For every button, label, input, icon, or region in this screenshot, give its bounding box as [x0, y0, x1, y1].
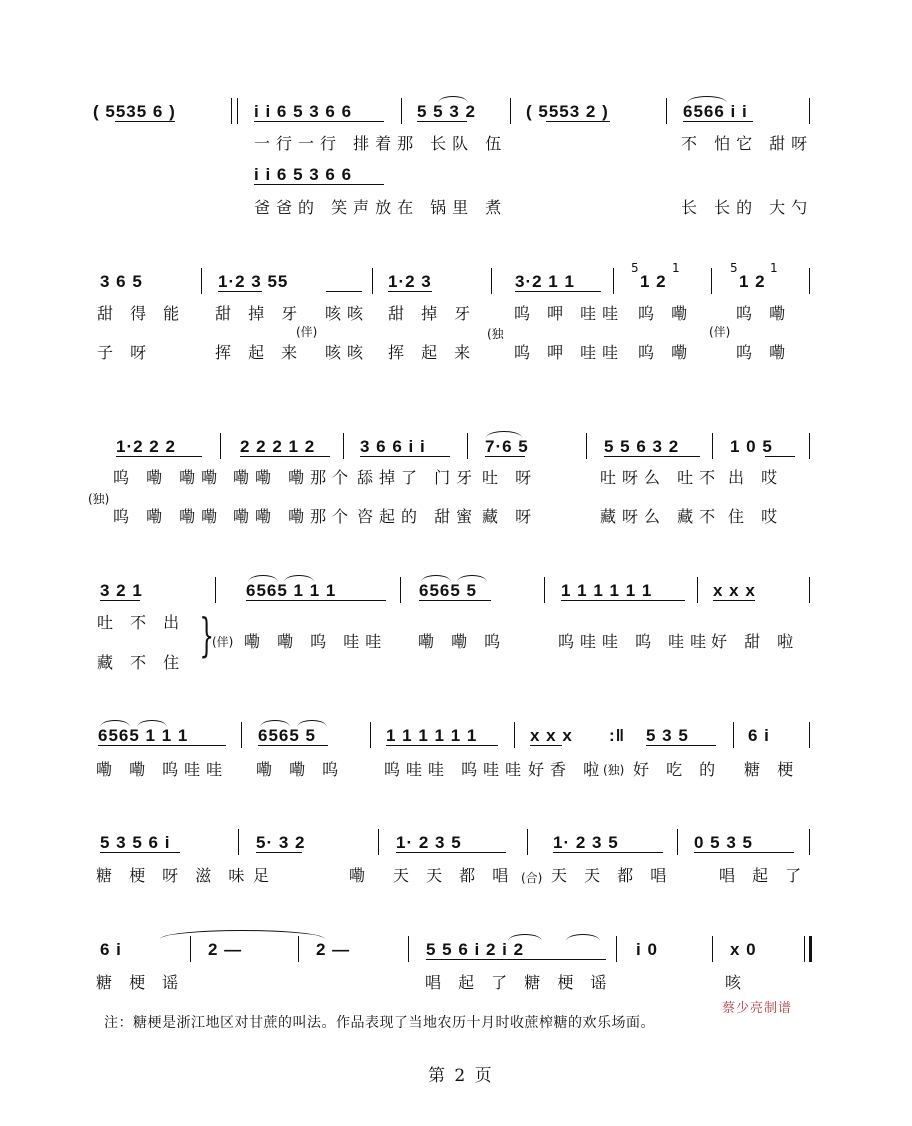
lyric-line: 好香 啦	[528, 760, 606, 779]
measure-notes: 5 5 3 2	[417, 102, 476, 121]
lyric-line: 藏 呀	[482, 507, 538, 526]
beam	[419, 600, 491, 601]
measure-notes: 6565 1 1 1	[98, 726, 189, 745]
measure-notes: 1 1 1 1 1 1	[386, 726, 478, 745]
beam	[646, 745, 716, 746]
beam	[100, 600, 140, 601]
barline	[613, 268, 614, 294]
measure-notes: i i 6 5 3 6 6	[254, 102, 353, 121]
beam	[258, 745, 328, 746]
measure-notes: 1 1 1 1 1 1	[561, 581, 653, 600]
lyric-line: 呜 嘞 嘞嘞	[113, 507, 224, 526]
barline	[231, 98, 232, 124]
lyric-line: 足	[253, 866, 276, 885]
lyric-line: 唱 起 了 糖 梗 谣	[425, 973, 613, 992]
lyric-line: 糖 梗 呀 滋 味	[96, 866, 251, 885]
measure-notes: 1· 2 3 5	[396, 833, 462, 852]
barline	[809, 433, 810, 459]
measure-notes: 1·2 2 2	[116, 437, 176, 456]
measure-notes: 1·2 3	[388, 272, 432, 291]
beam	[386, 745, 498, 746]
measure-notes: 3 6 6 i i	[360, 437, 426, 456]
barline	[514, 722, 515, 748]
lyric-line: 甜 得 能	[97, 304, 186, 323]
barline	[491, 268, 492, 294]
barline	[401, 98, 402, 124]
lyric-line: 呜 嘞	[638, 304, 694, 323]
lyric-line: 呜哇哇 呜 哇哇	[558, 632, 713, 651]
part-mark: (伴)	[709, 325, 731, 339]
barline	[343, 433, 344, 459]
barline	[809, 829, 810, 855]
footnote: 注：糖梗是浙江地区对甘蔗的叫法。作品表现了当地农历十月时收蔗榨糖的欢乐场面。	[104, 1015, 655, 1031]
lyric-line: 爸爸的 笑声放在 锅里 煮	[254, 198, 508, 217]
lyric-line: 糖 梗	[744, 760, 800, 779]
barline	[220, 433, 221, 459]
lyric-line: 不 怕它 甜呀	[681, 134, 814, 153]
measure-notes: 1 2	[739, 272, 766, 291]
barline	[809, 577, 810, 603]
measure-notes: 1· 2 3 5	[553, 833, 619, 852]
beam	[360, 456, 450, 457]
measure-notes: 1·2 3 55	[218, 272, 289, 291]
beam	[254, 121, 384, 122]
beam	[116, 456, 202, 457]
grace-note: 1	[770, 261, 778, 275]
slur	[438, 96, 468, 103]
measure-notes: 7·6 5	[485, 437, 529, 456]
lyric-line: 挥 起 来	[215, 343, 304, 362]
part-mark: (独	[487, 327, 504, 341]
barline	[510, 98, 511, 124]
beam	[553, 852, 663, 853]
beam	[115, 121, 175, 122]
measure-notes: i i 6 5 3 6 6	[254, 165, 353, 184]
barline	[586, 433, 587, 459]
measure-notes: 1 2	[640, 272, 667, 291]
part-mark: (合)	[521, 871, 543, 885]
beam	[396, 852, 506, 853]
lyric-line: 呜 嘞	[736, 304, 792, 323]
measure-notes: 6565 1 1 1	[246, 581, 337, 600]
lyric-line: 好 吃 的	[633, 760, 722, 779]
lyric-line: 好 甜 啦	[711, 632, 800, 651]
beam	[604, 456, 700, 457]
lyric-line: 天 天 都 唱	[393, 866, 515, 885]
arranger-stamp: 蔡少亮制谱	[722, 1001, 793, 1016]
measure-notes: 5· 3 2	[256, 833, 306, 852]
lyric-line: 嘞 嘞 呜	[256, 760, 345, 779]
beam	[254, 184, 384, 185]
measure-notes: 6565 5	[258, 726, 316, 745]
barline	[809, 722, 810, 748]
barline	[697, 577, 698, 603]
beam	[426, 959, 606, 960]
lyric-line: 嘞嘞 嘞那个	[233, 468, 355, 487]
slur	[260, 720, 290, 727]
slur	[687, 96, 727, 103]
measure-notes: 5 3 5 6 i	[100, 833, 171, 852]
barline	[400, 577, 401, 603]
beam	[417, 121, 467, 122]
lyric-line: 呜哇哇 呜哇哇	[384, 760, 528, 779]
measure-notes: x x x	[713, 581, 756, 600]
lyric-line: 糖 梗 谣	[96, 973, 185, 992]
beam	[561, 600, 685, 601]
measure-notes: 3·2 1 1	[515, 272, 575, 291]
slur	[486, 431, 522, 438]
measure-notes: 2 —	[316, 940, 351, 959]
grace-note: 5	[631, 261, 639, 275]
lyric-line: 子 呀	[97, 343, 153, 362]
measure-notes: 5 5 6 i 2 i 2	[426, 940, 525, 959]
measure-notes: x x x	[530, 726, 573, 745]
measure-notes: 2 —	[208, 940, 243, 959]
barline	[298, 936, 299, 962]
measure-notes: ( 5553 2 )	[526, 102, 609, 121]
beam	[546, 121, 610, 122]
slur	[297, 720, 327, 727]
lyric-line: 藏 不 住	[97, 653, 186, 672]
lyric-line: 嘞 嘞 呜	[418, 632, 507, 651]
barline	[712, 433, 713, 459]
lyric-line: 咨起的 甜蜜	[357, 507, 479, 526]
measure-notes: 5 3 5	[646, 726, 689, 745]
beam	[713, 600, 755, 601]
beam	[694, 852, 794, 853]
lyric-line: 吐 呀	[482, 468, 538, 487]
barline	[215, 577, 216, 603]
lyric-line: 舔掉了 门牙	[357, 468, 479, 487]
final-barline	[809, 936, 812, 962]
lyric-line: 嘞 嘞 呜哇哇	[96, 760, 229, 779]
barline	[712, 936, 713, 962]
lyric-line: 嘞 嘞 呜 哇哇	[244, 632, 388, 651]
measure-notes: ( 5535 6 )	[93, 102, 176, 121]
slur	[248, 575, 278, 582]
lyric-line: 咳	[725, 973, 748, 992]
barline	[237, 98, 238, 124]
lyric-line: 嘞	[349, 866, 372, 885]
lyric-line: 呜 呷 哇哇	[514, 304, 625, 323]
lyric-line: 天 天 都 唱	[551, 866, 673, 885]
grace-note: 5	[730, 261, 738, 275]
part-mark: (伴)	[296, 325, 318, 339]
measure-notes: 2 2 2 1 2	[240, 437, 316, 456]
barline	[527, 829, 528, 855]
beam	[256, 852, 302, 853]
barline	[190, 936, 191, 962]
barline	[408, 936, 409, 962]
beam	[765, 456, 795, 457]
lyric-line: 唱 起 了	[719, 866, 808, 885]
part-mark: (伴)	[212, 635, 234, 649]
slur	[566, 934, 600, 941]
slur	[137, 720, 167, 727]
barline	[201, 268, 202, 294]
barline	[370, 722, 371, 748]
beam	[485, 456, 525, 457]
repeat-sign-icon: :‖	[609, 726, 626, 745]
beam	[388, 291, 432, 292]
measure-notes: 5 5 6 3 2	[604, 437, 680, 456]
measure-notes: 0 5 3 5	[694, 833, 753, 852]
barline	[616, 936, 617, 962]
lyric-line: 甜 掉 牙	[388, 304, 477, 323]
beam	[683, 121, 753, 122]
barline	[372, 268, 373, 294]
slur	[284, 575, 314, 582]
lyric-line: 呜 呷 哇哇	[514, 343, 625, 362]
barline	[733, 722, 734, 748]
beam	[240, 456, 330, 457]
lyric-line: 长 长的 大勺	[681, 198, 814, 217]
beam	[98, 745, 226, 746]
measure-notes: 6565 5	[419, 581, 477, 600]
slur	[457, 575, 487, 582]
page-number: 第 2 页	[428, 1066, 494, 1086]
barline	[809, 98, 810, 124]
grace-note: 1	[672, 261, 680, 275]
measure-notes: 3 6 5	[100, 272, 143, 291]
measure-notes: 1 0 5	[730, 437, 773, 456]
lyric-line: 嘞嘞 嘞那个	[233, 507, 355, 526]
final-barline	[804, 936, 805, 962]
lyric-line: 呜 嘞	[736, 343, 792, 362]
brace-icon: }	[199, 608, 214, 662]
barline	[544, 577, 545, 603]
barline	[238, 829, 239, 855]
slur	[508, 934, 542, 941]
barline	[666, 98, 667, 124]
lyric-line: 出 哎	[728, 468, 784, 487]
lyric-line: 藏呀么 藏不	[600, 507, 722, 526]
lyric-line: 一行一行 排着那 长队 伍	[254, 134, 508, 153]
lyric-line: 挥 起 来	[388, 343, 477, 362]
lyric-line: 住 哎	[728, 507, 784, 526]
measure-notes: 3 2 1	[100, 581, 143, 600]
beam	[326, 291, 362, 292]
lyric-line: 呜 嘞	[638, 343, 694, 362]
barline	[809, 268, 810, 294]
beam	[100, 852, 180, 853]
lyric-line: 呜 嘞 嘞嘞	[113, 468, 224, 487]
measure-notes: i 0	[636, 940, 658, 959]
measure-notes: x 0	[730, 940, 757, 959]
measure-notes: 6 i	[100, 940, 122, 959]
lyric-line: 甜 掉 牙	[215, 304, 304, 323]
beam	[530, 745, 562, 746]
measure-notes: 6 i	[748, 726, 770, 745]
part-mark: (独)	[603, 763, 625, 777]
barline	[467, 433, 468, 459]
slur	[100, 720, 130, 727]
lyric-line: 咳咳	[325, 343, 370, 362]
tie	[160, 930, 325, 939]
lyric-line: 吐 不 出	[97, 613, 186, 632]
barline	[378, 829, 379, 855]
barline	[241, 722, 242, 748]
lyric-line: 咳咳	[325, 304, 370, 323]
beam	[515, 291, 601, 292]
measure-notes: 6566 i i	[683, 102, 748, 121]
barline	[711, 268, 712, 294]
lyric-line: 吐呀么 吐不	[600, 468, 722, 487]
beam	[218, 291, 262, 292]
barline	[677, 829, 678, 855]
part-mark: (独)	[88, 492, 110, 506]
slur	[421, 575, 451, 582]
beam	[246, 600, 386, 601]
